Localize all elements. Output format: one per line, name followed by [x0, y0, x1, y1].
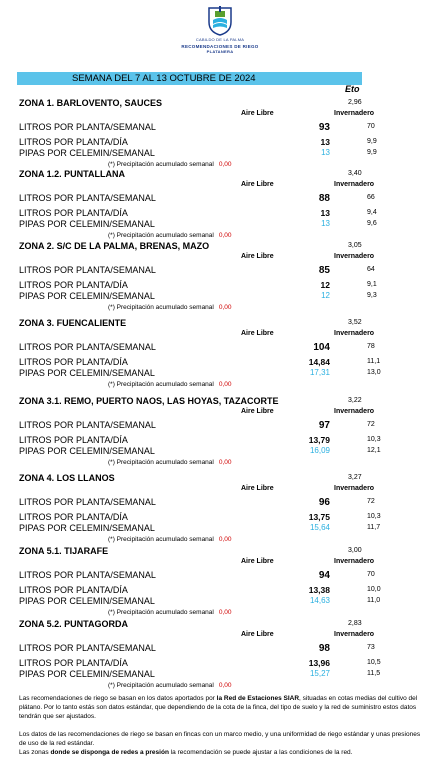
note-paragraph-3: [19, 748, 424, 757]
precip-value: 0,00: [218, 304, 232, 311]
value-invernadero: 66: [367, 194, 375, 201]
row-label: LITROS POR PLANTA/DÍA: [19, 280, 128, 290]
value-aire: 94: [318, 570, 330, 581]
header-aire-libre: Aire Libre: [241, 253, 274, 260]
value-aire: 13: [321, 148, 330, 157]
note-1-text-a: Las recomendaciones de riego se basan en los datos aportados por: [19, 695, 217, 702]
value-aire: 97: [318, 420, 330, 431]
row-semanal: [0, 122, 440, 134]
value-invernadero: 9,9: [367, 149, 377, 156]
precip-line: [108, 381, 232, 388]
row-semanal: [0, 570, 440, 582]
note-3-text-a: Las zonas: [19, 749, 51, 756]
row-pipas: [0, 291, 440, 303]
note-3-text-c: la recomendación se puede ajustar a las condiciones de la red.: [168, 749, 353, 756]
precip-value: 0,00: [218, 232, 232, 239]
row-pipas: [0, 669, 440, 681]
precip-value: 0,00: [218, 609, 232, 616]
precip-label: (*) Precipitación acumulado semanal: [108, 459, 214, 466]
value-invernadero: 13,0: [367, 369, 381, 376]
value-aire: 85: [318, 265, 330, 276]
header-invernadero: Invernadero: [334, 631, 375, 638]
precip-value: 0,00: [218, 381, 232, 388]
note-1-text-c: , situadas en cotas medias del cultivo del plátano. Por lo tanto estás son datos estándar, que dependiendo de la cota de la finca, del tipo de suelo y la red de suministro estos datos tendrán que ser ajustados.: [19, 695, 418, 720]
precip-line: [108, 459, 232, 466]
note-3-text-b: donde se disponga de redes a presión: [50, 749, 169, 756]
header-aire-libre: Aire Libre: [241, 110, 274, 117]
value-aire: 15,27: [309, 669, 330, 678]
logo-line3: PLATANERA: [206, 49, 234, 54]
row-label: PIPAS POR CELEMIN/SEMANAL: [19, 291, 155, 301]
value-invernadero: 12,1: [367, 447, 381, 454]
zone-eto: 3,52: [348, 319, 362, 326]
header-invernadero: Invernadero: [334, 253, 375, 260]
row-semanal: [0, 265, 440, 277]
header-aire-libre: Aire Libre: [241, 485, 274, 492]
row-label: LITROS POR PLANTA/SEMANAL: [19, 193, 156, 203]
value-invernadero: 9,1: [367, 281, 377, 288]
zone-eto: 2,83: [348, 620, 362, 627]
header-invernadero: Invernadero: [334, 408, 375, 415]
row-label: PIPAS POR CELEMIN/SEMANAL: [19, 148, 155, 158]
value-aire: 14,63: [309, 596, 330, 605]
value-aire: 13,96: [308, 658, 330, 668]
row-semanal: [0, 342, 440, 354]
value-aire: 14,84: [308, 357, 330, 367]
value-aire: 96: [318, 497, 330, 508]
row-label: LITROS POR PLANTA/DÍA: [19, 208, 128, 218]
zone-name: ZONA 1.2. PUNTALLANA: [19, 169, 126, 179]
precip-line: [108, 536, 232, 543]
row-label: PIPAS POR CELEMIN/SEMANAL: [19, 446, 155, 456]
precip-line: [108, 609, 232, 616]
precip-label: (*) Precipitación acumulado semanal: [108, 536, 214, 543]
value-aire: 13,79: [308, 435, 330, 445]
row-semanal: [0, 643, 440, 655]
value-aire: 88: [318, 193, 330, 204]
row-label: PIPAS POR CELEMIN/SEMANAL: [19, 596, 155, 606]
logo-line2: RECOMENDACIONES DE RIEGO: [181, 44, 259, 49]
row-pipas: [0, 596, 440, 608]
value-aire: 13,75: [308, 512, 330, 522]
precip-line: [108, 232, 232, 239]
row-label: LITROS POR PLANTA/DÍA: [19, 512, 128, 522]
row-semanal: [0, 420, 440, 432]
value-aire: 12: [321, 291, 330, 300]
precip-line: [108, 682, 232, 689]
row-label: LITROS POR PLANTA/SEMANAL: [19, 497, 156, 507]
value-invernadero: 11,7: [367, 524, 381, 531]
header-invernadero: Invernadero: [334, 485, 375, 492]
header-invernadero: Invernadero: [334, 181, 375, 188]
row-semanal: [0, 193, 440, 205]
row-label: LITROS POR PLANTA/SEMANAL: [19, 420, 156, 430]
zone-eto: 3,05: [348, 242, 362, 249]
value-invernadero: 72: [367, 498, 375, 505]
zone-eto: 3,27: [348, 474, 362, 481]
value-invernadero: 78: [367, 343, 375, 350]
row-label: LITROS POR PLANTA/SEMANAL: [19, 122, 156, 132]
header-invernadero: Invernadero: [334, 330, 375, 337]
note-1-text-b: la Red de Estaciones SIAR: [216, 695, 300, 702]
value-invernadero: 70: [367, 123, 375, 130]
value-aire: 13: [321, 219, 330, 228]
header-aire-libre: Aire Libre: [241, 330, 274, 337]
zone-name: ZONA 1. BARLOVENTO, SAUCES: [19, 98, 163, 108]
value-invernadero: 9,4: [367, 209, 377, 216]
precip-label: (*) Precipitación acumulado semanal: [108, 161, 214, 168]
note-paragraph-2: Los datos de las recomendaciones de riego se basan en fincas con un marco medio, y una uniformidad de riego estándar y unas presiones de uso de la red estándar.: [19, 731, 421, 747]
zone-eto: 2,96: [348, 99, 362, 106]
row-pipas: [0, 523, 440, 535]
value-aire: 93: [318, 122, 330, 133]
precip-label: (*) Precipitación acumulado semanal: [108, 682, 214, 689]
row-label: LITROS POR PLANTA/SEMANAL: [19, 342, 156, 352]
value-invernadero: 64: [367, 266, 375, 273]
value-invernadero: 9,9: [367, 138, 377, 145]
value-invernadero: 11,1: [367, 358, 381, 365]
zone-name: ZONA 2. S/C DE LA PALMA, BRENAS, MAZO: [19, 241, 210, 251]
row-label: LITROS POR PLANTA/SEMANAL: [19, 265, 156, 275]
zone-name: ZONA 3. FUENCALIENTE: [19, 318, 127, 328]
zone-eto: 3,22: [348, 397, 362, 404]
value-aire: 17,31: [309, 368, 330, 377]
row-semanal: [0, 497, 440, 509]
value-aire: 104: [313, 342, 330, 353]
zone-name: ZONA 5.2. PUNTAGORDA: [19, 619, 129, 629]
row-label: PIPAS POR CELEMIN/SEMANAL: [19, 219, 155, 229]
zone-eto: 3,40: [348, 170, 362, 177]
value-aire: 16,09: [309, 446, 330, 455]
row-label: PIPAS POR CELEMIN/SEMANAL: [19, 669, 155, 679]
precip-value: 0,00: [218, 536, 232, 543]
value-aire: 98: [318, 643, 330, 654]
header-invernadero: Invernadero: [334, 558, 375, 565]
value-invernadero: 70: [367, 571, 375, 578]
cabildo-emblem-icon: [205, 4, 235, 36]
value-invernadero: 11,5: [367, 670, 381, 677]
row-label: LITROS POR PLANTA/SEMANAL: [19, 570, 156, 580]
row-label: PIPAS POR CELEMIN/SEMANAL: [19, 368, 155, 378]
value-invernadero: 11,0: [367, 597, 381, 604]
precip-value: 0,00: [218, 161, 232, 168]
row-pipas: [0, 368, 440, 380]
value-invernadero: 9,3: [367, 292, 377, 299]
header-invernadero: Invernadero: [334, 110, 375, 117]
value-invernadero: 10,0: [367, 586, 381, 593]
precip-line: [108, 304, 232, 311]
header-aire-libre: Aire Libre: [241, 631, 274, 638]
row-label: PIPAS POR CELEMIN/SEMANAL: [19, 523, 155, 533]
value-aire: 15,64: [309, 523, 330, 532]
header-aire-libre: Aire Libre: [241, 408, 274, 415]
header-aire-libre: Aire Libre: [241, 181, 274, 188]
value-aire: 12: [320, 280, 330, 290]
precip-label: (*) Precipitación acumulado semanal: [108, 232, 214, 239]
row-pipas: [0, 219, 440, 231]
note-paragraph-1: [19, 694, 424, 721]
cabildo-logo: [170, 4, 270, 54]
precip-line: [108, 161, 232, 168]
value-invernadero: 72: [367, 421, 375, 428]
precip-label: (*) Precipitación acumulado semanal: [108, 381, 214, 388]
value-aire: 13,38: [308, 585, 330, 595]
logo-line1: CABILDO DE LA PALMA: [195, 37, 245, 42]
row-label: LITROS POR PLANTA/DÍA: [19, 658, 128, 668]
value-invernadero: 10,5: [367, 659, 381, 666]
value-invernadero: 73: [367, 644, 375, 651]
precip-label: (*) Precipitación acumulado semanal: [108, 304, 214, 311]
zone-name: ZONA 4. LOS LLANOS: [19, 473, 115, 483]
value-aire: 13: [320, 137, 330, 147]
week-title-bar: SEMANA DEL 7 AL 13 OCTUBRE DE 2024: [17, 72, 362, 85]
precip-value: 0,00: [218, 459, 232, 466]
value-aire: 13: [320, 208, 330, 218]
value-invernadero: 10,3: [367, 513, 381, 520]
value-invernadero: 9,6: [367, 220, 377, 227]
value-invernadero: 10,3: [367, 436, 381, 443]
zone-eto: 3,00: [348, 547, 362, 554]
header-aire-libre: Aire Libre: [241, 558, 274, 565]
row-pipas: [0, 446, 440, 458]
row-label: LITROS POR PLANTA/DÍA: [19, 357, 128, 367]
row-pipas: [0, 148, 440, 160]
eto-header: Eto: [345, 84, 360, 94]
precip-label: (*) Precipitación acumulado semanal: [108, 609, 214, 616]
zone-name: ZONA 5.1. TIJARAFE: [19, 546, 109, 556]
row-label: LITROS POR PLANTA/SEMANAL: [19, 643, 156, 653]
row-label: LITROS POR PLANTA/DÍA: [19, 435, 128, 445]
row-label: LITROS POR PLANTA/DÍA: [19, 585, 128, 595]
row-label: LITROS POR PLANTA/DÍA: [19, 137, 128, 147]
zone-name: ZONA 3.1. REMO, PUERTO NAOS, LAS HOYAS, TAZACORTE: [19, 396, 279, 406]
precip-value: 0,00: [218, 682, 232, 689]
